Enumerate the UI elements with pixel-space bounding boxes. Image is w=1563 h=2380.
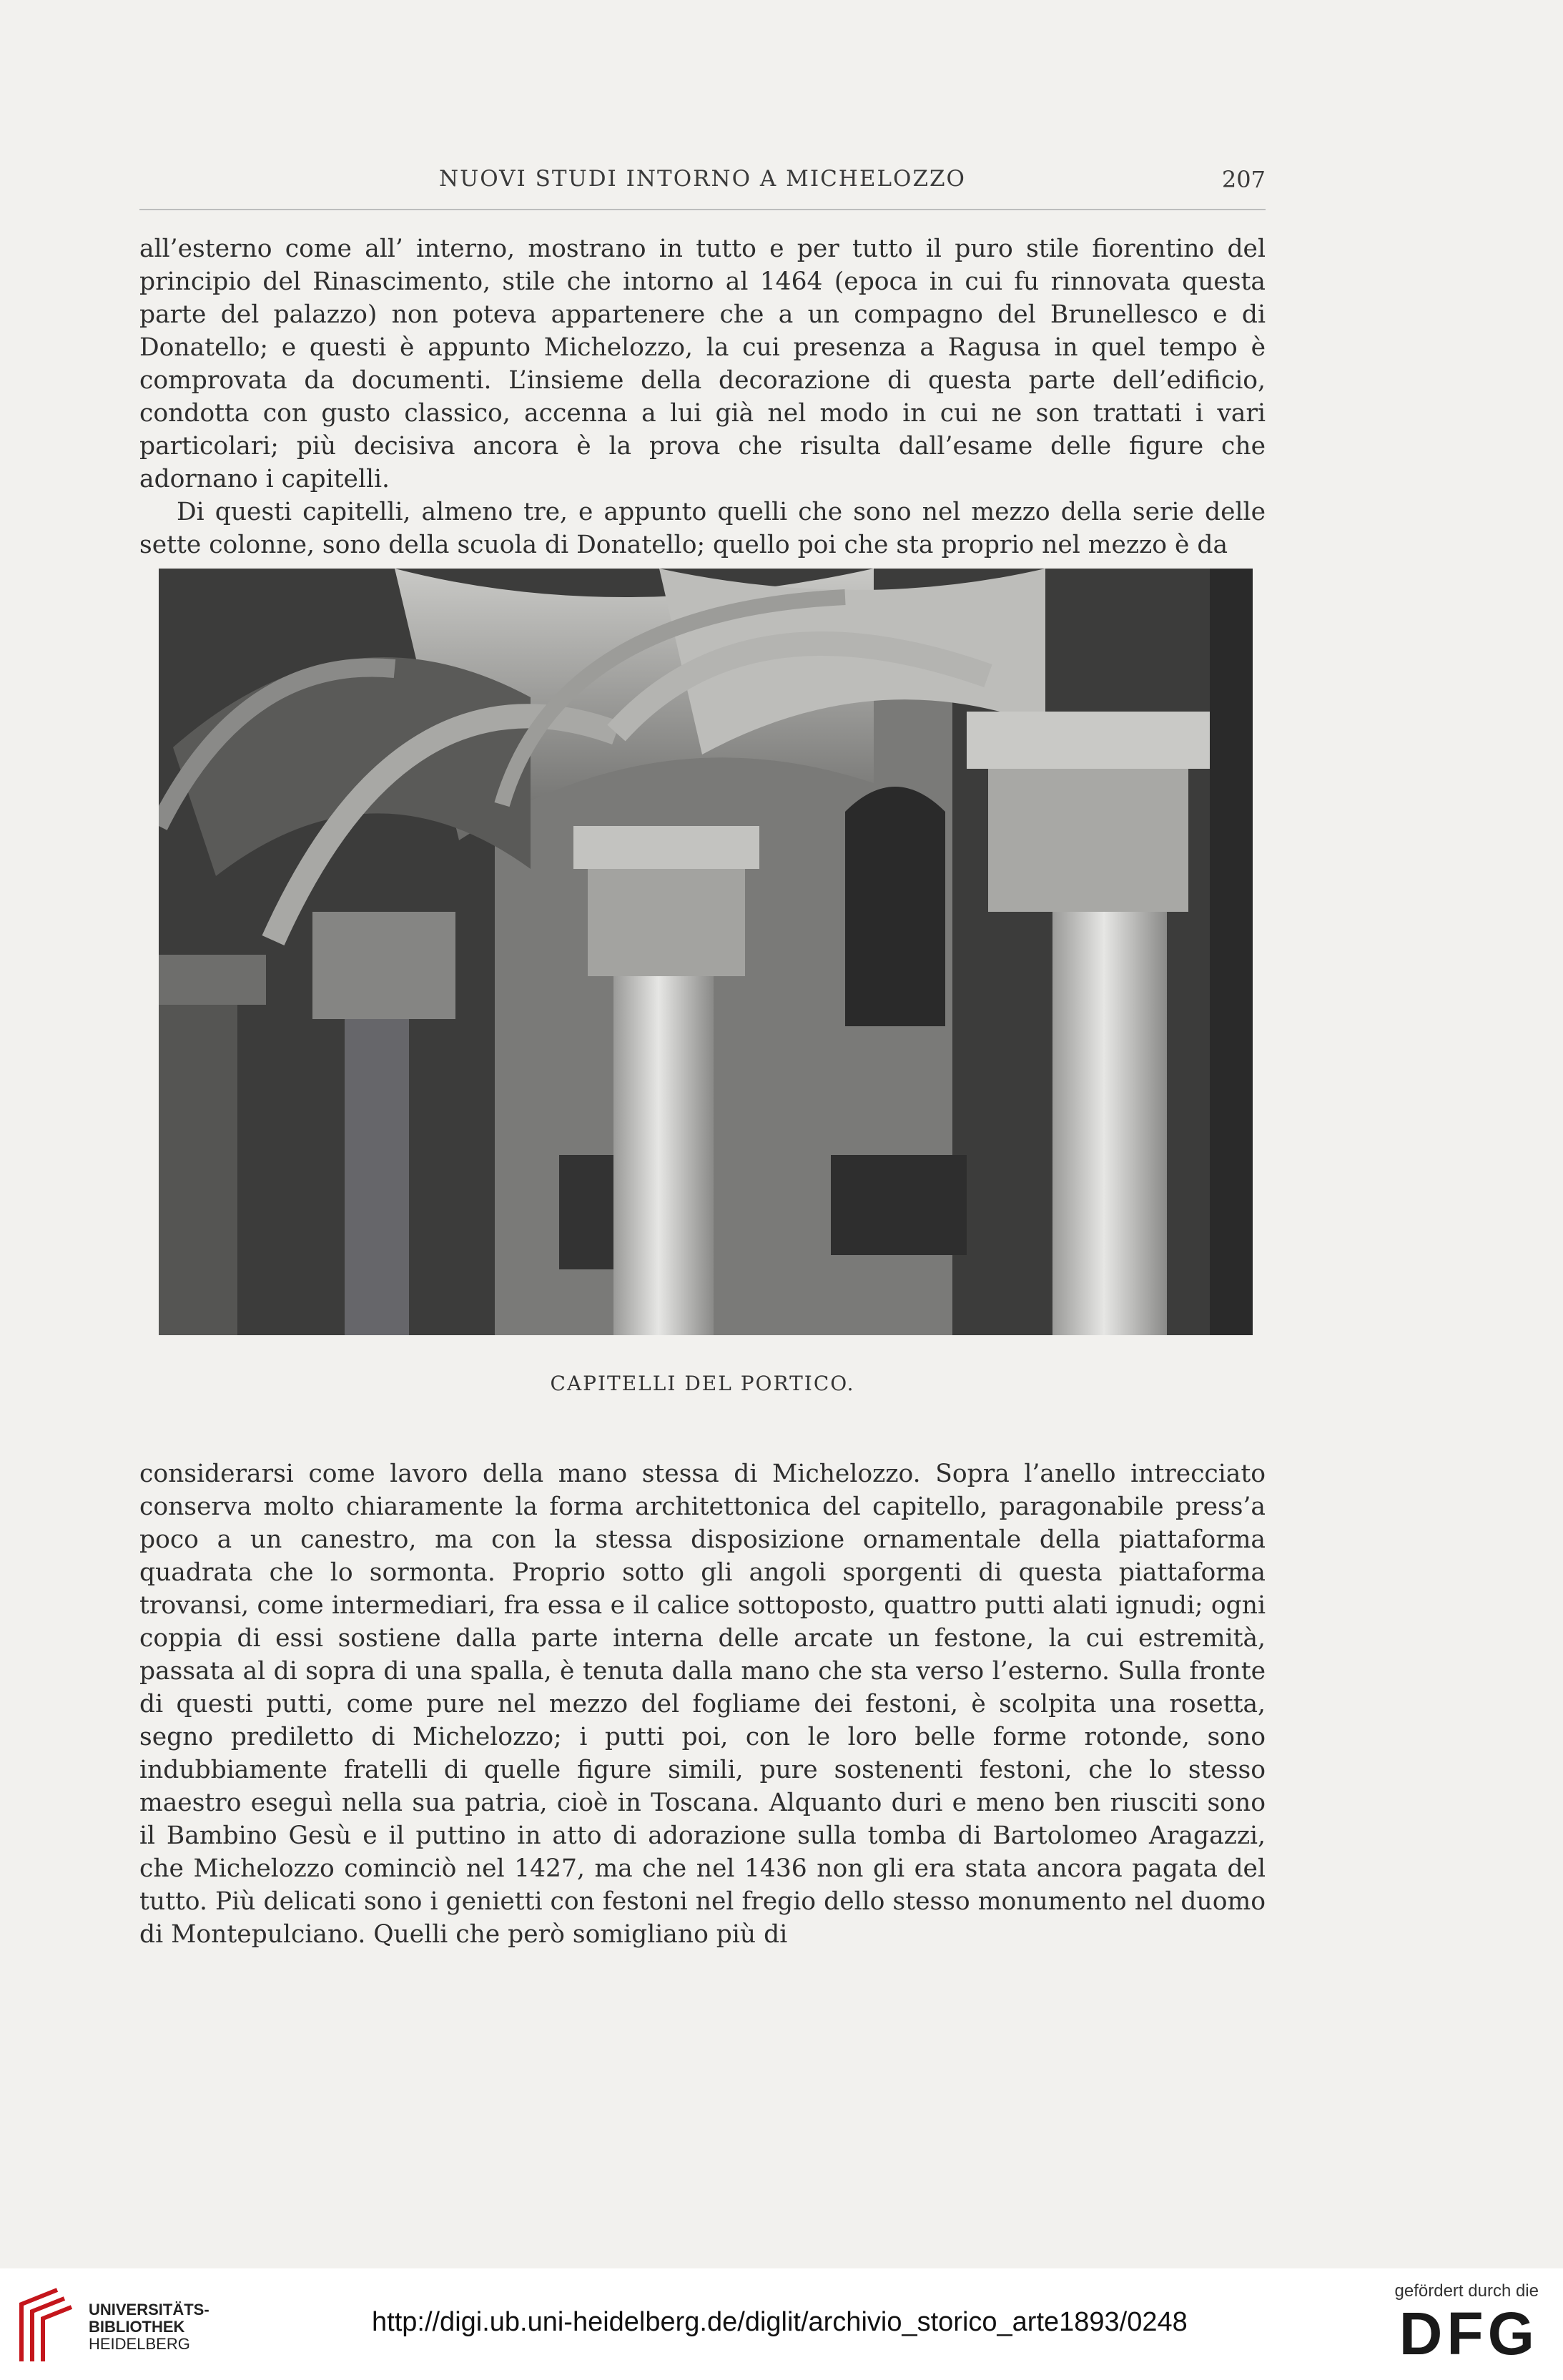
funding-label: gefördert durch die	[1394, 2281, 1539, 2301]
running-title: NUOVI STUDI INTORNO A MICHELOZZO	[439, 166, 966, 192]
paragraph: considerarsi come lavoro della mano stessa di Michelozzo. Sopra l’anello intrecciato conserva molto chiaramente la forma architettonica del capitello, paragonabile press’a poco a un canestro, ma con la stessa disposizione ornamentale della piattaforma quadrata che lo sormonta. Proprio sotto gli angoli sporgenti di questa piattaforma trovansi, come intermediari, fra essa e il calice sottoposto, quattro putti alati ignudi; ogni coppia di essi sostiene dalla parte interna delle arcate un festone, la cui estremità, passata al di sopra di una spalla, è tenuta dalla mano che sta verso l’esterno. Sulla fronte di questi putti, come pure nel mezzo del fogliame dei festoni, è scolpita una rosetta, segno prediletto di Michelozzo; i putti poi, con le loro belle forme rotonde, sono indubbiamente fratelli di quelle figure simili, pure sostenenti festoni, che lo stesso maestro eseguì nella sua patria, cioè in Toscana. Alquanto duri e meno ben riusciti sono il Bambino Gesù e il puttino in atto di adorazione sulla tomba di Bartolomeo Aragazzi, che Michelozzo cominciò nel 1427, ma che nel 1436 non gli era stata ancora pagata del tutto. Più delicati sono i genietti con festoni nel fregio dello stesso monumento nel duomo di Montepulciano. Quelli che però somigliano più di	[139, 1460, 1266, 1949]
portico-photograph	[159, 569, 1253, 1335]
body-text-bottom	[139, 1457, 1266, 1951]
figure-caption: CAPITELLI DEL PORTICO.	[550, 1372, 855, 1395]
paragraph: all’esterno come all’ interno, mostrano in tutto e per tutto il puro stile fiorentino del principio del Rinascimento, stile che intorno al 1464 (epoca in cui fu rinnovata questa parte del palazzo) non poteva appartenere che a un compagno del Brunellesco e di Donatello; e questi è appunto Michelozzo, la cui presenza a Ragusa in quel tempo è comprovata da documenti. L’insieme della decorazione di questa parte dell’edificio, condotta con gusto classico, accenna a lui già nel modo in cui ne son trattati i vari particolari; più decisiva ancora è la prova che risulta dall’esame delle figure che adornano i capitelli.	[139, 235, 1266, 493]
library-name-line: HEIDELBERG	[89, 2335, 190, 2353]
library-name-line: UNIVERSITÄTS-	[89, 2301, 209, 2318]
body-text-top	[139, 232, 1266, 561]
paragraph: Di questi capitelli, almeno tre, e appunto quelli che sono nel mezzo della serie delle sette colonne, sono della scuola di Donatello; quello poi che sta proprio nel mezzo è da	[139, 498, 1266, 559]
running-head	[139, 166, 1266, 209]
university-library-logo	[14, 2283, 79, 2369]
funding-notice	[1395, 2281, 1539, 2366]
page-number: 207	[1221, 166, 1266, 193]
university-library-name	[89, 2301, 209, 2353]
digitization-footer	[0, 2268, 1563, 2380]
library-name-line: BIBLIOTHEK	[89, 2318, 185, 2336]
source-url-link[interactable]: http://digi.ub.uni-heidelberg.de/diglit/archivio_storico_arte1893/0248	[372, 2307, 1188, 2337]
dfg-logo: DFG	[1399, 2300, 1539, 2367]
header-rule	[139, 209, 1266, 210]
